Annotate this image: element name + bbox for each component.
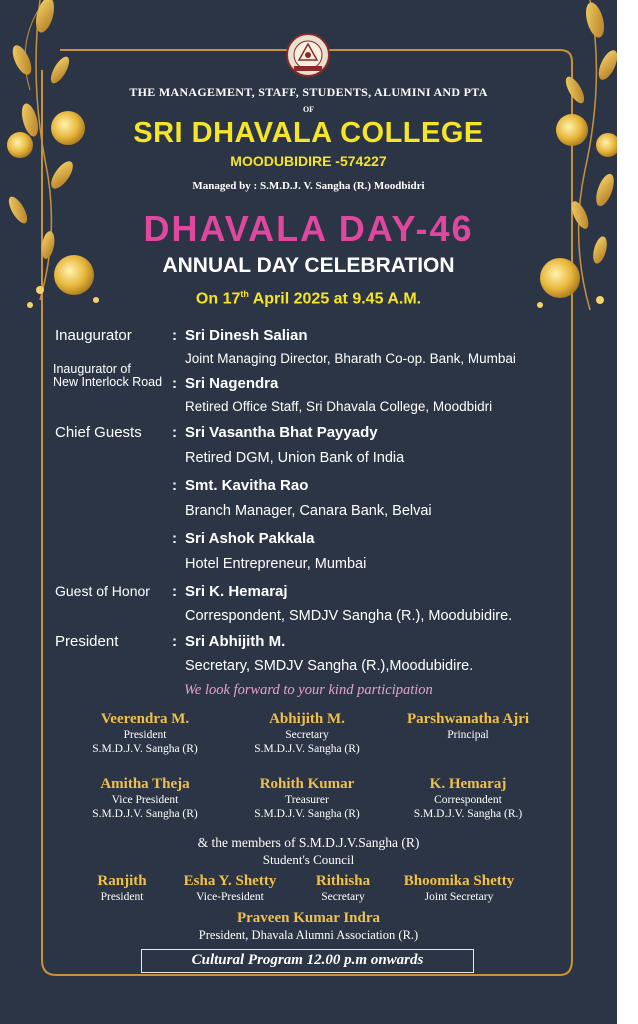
alumni-president-name: Praveen Kumar Indra [236, 910, 381, 926]
date-prefix: On 17 [195, 290, 241, 308]
council-member-role: Secretary [321, 891, 365, 903]
council-member-name: Rithisha [315, 873, 371, 889]
signatory-org: S.M.D.J.V. Sangha (R.) [413, 808, 523, 820]
signatory-name: Amitha Theja [100, 776, 190, 792]
signatory-name: Veerendra M. [100, 711, 190, 727]
colon: : [172, 375, 177, 392]
chief-guest-3-desc: Hotel Entrepreneur, Mumbai [185, 556, 367, 572]
chief-guest-1-desc: Retired DGM, Union Bank of India [185, 450, 405, 466]
signatory-role: Treasurer [285, 794, 329, 806]
managed-by-line: Managed by : S.M.D.J. V. Sangha (R.) Moodbidri [192, 180, 425, 192]
signatory-name: Parshwanatha Ajri [406, 711, 530, 727]
college-name: SRI DHAVALA COLLEGE [133, 117, 484, 149]
students-council-title: Student's Council [262, 852, 355, 867]
signatory-org: S.M.D.J.V. Sangha (R) [92, 808, 198, 820]
members-line: & the members of S.M.D.J.V.Sangha (R) [197, 835, 420, 850]
event-subtitle: ANNUAL DAY CELEBRATION [162, 254, 455, 277]
council-member-name: Esha Y. Shetty [183, 873, 277, 889]
council-member [384, 872, 534, 904]
colon: : [172, 633, 177, 650]
date-rest: April 2025 at 9.45 A.M. [248, 290, 422, 308]
road-inaugurator-desc: Retired Office Staff, Sri Dhavala College, Moodbidri [185, 399, 493, 414]
inaugurator-label: Inaugurator [55, 327, 132, 344]
inaugurator-desc: Joint Managing Director, Bharath Co-op. Bank, Mumbai [185, 351, 516, 366]
council-member-role: Joint Secretary [424, 891, 494, 903]
alumni-president-role: President, Dhavala Alumni Association (R.) [198, 928, 419, 942]
signatory-name: Rohith Kumar [259, 776, 355, 792]
president-label: President [55, 633, 119, 650]
signatory [368, 775, 568, 821]
invitation-message: We look forward to your kind participation [184, 682, 433, 698]
signatory-name: K. Hemaraj [429, 776, 507, 792]
of-text: OF [302, 105, 315, 114]
inaugurator-name: Sri Dinesh Salian [185, 327, 308, 344]
chief-guest-1-name: Sri Vasantha Bhat Payyady [185, 424, 378, 441]
signatory-org: S.M.D.J.V. Sangha (R) [254, 808, 360, 820]
event-title: DHAVALA DAY-46 [143, 208, 474, 249]
council-member-name: Bhoomika Shetty [403, 873, 515, 889]
signatory-role: Vice President [111, 794, 179, 806]
council-member-role: President [100, 891, 144, 903]
road-inaugurator-label-line2: New Interlock Road [53, 375, 163, 389]
chief-guests-label: Chief Guests [55, 424, 142, 441]
signatory-role: Principal [447, 729, 489, 741]
signatory-org: S.M.D.J.V. Sangha (R) [92, 743, 198, 755]
signatory [368, 710, 568, 742]
college-location: MOODUBIDIRE -574227 [230, 153, 387, 169]
signatory-role: President [123, 729, 167, 741]
chief-guest-3-name: Sri Ashok Pakkala [185, 530, 315, 547]
signatory-role: Correspondent [434, 794, 502, 806]
date-suffix-ordinal: th [240, 289, 249, 299]
guest-of-honor-desc: Correspondent, SMDJV Sangha (R.), Moodubidire. [185, 608, 513, 624]
road-inaugurator-name: Sri Nagendra [185, 375, 279, 392]
signatory-role: Secretary [285, 729, 329, 741]
chief-guest-2-desc: Branch Manager, Canara Bank, Belvai [185, 503, 432, 519]
colon: : [172, 583, 177, 600]
cultural-program-box [141, 949, 474, 973]
colon: : [172, 477, 177, 494]
president-desc: Secretary, SMDJV Sangha (R.),Moodubidire. [185, 658, 474, 674]
colon: : [172, 327, 177, 344]
president-name: Sri Abhijith M. [185, 633, 286, 650]
guest-of-honor-label: Guest of Honor [55, 583, 150, 599]
colon: : [172, 424, 177, 441]
signatory-name: Abhijith M. [269, 711, 345, 727]
cultural-program-text: Cultural Program 12.00 p.m onwards [191, 952, 424, 968]
event-date [0, 289, 617, 308]
council-member-role: Vice-President [196, 891, 264, 903]
guest-of-honor-name: Sri K. Hemaraj [185, 583, 288, 600]
colon: : [172, 530, 177, 547]
council-member-name: Ranjith [97, 873, 147, 889]
right-margin [617, 0, 638, 1024]
host-intro-line: THE MANAGEMENT, STAFF, STUDENTS, ALUMINI AND PTA [129, 85, 488, 99]
road-inaugurator-label-line1: Inaugurator of [53, 362, 131, 376]
college-seal-logo [286, 33, 330, 77]
chief-guest-2-name: Smt. Kavitha Rao [185, 477, 309, 494]
signatory-org: S.M.D.J.V. Sangha (R) [254, 743, 360, 755]
